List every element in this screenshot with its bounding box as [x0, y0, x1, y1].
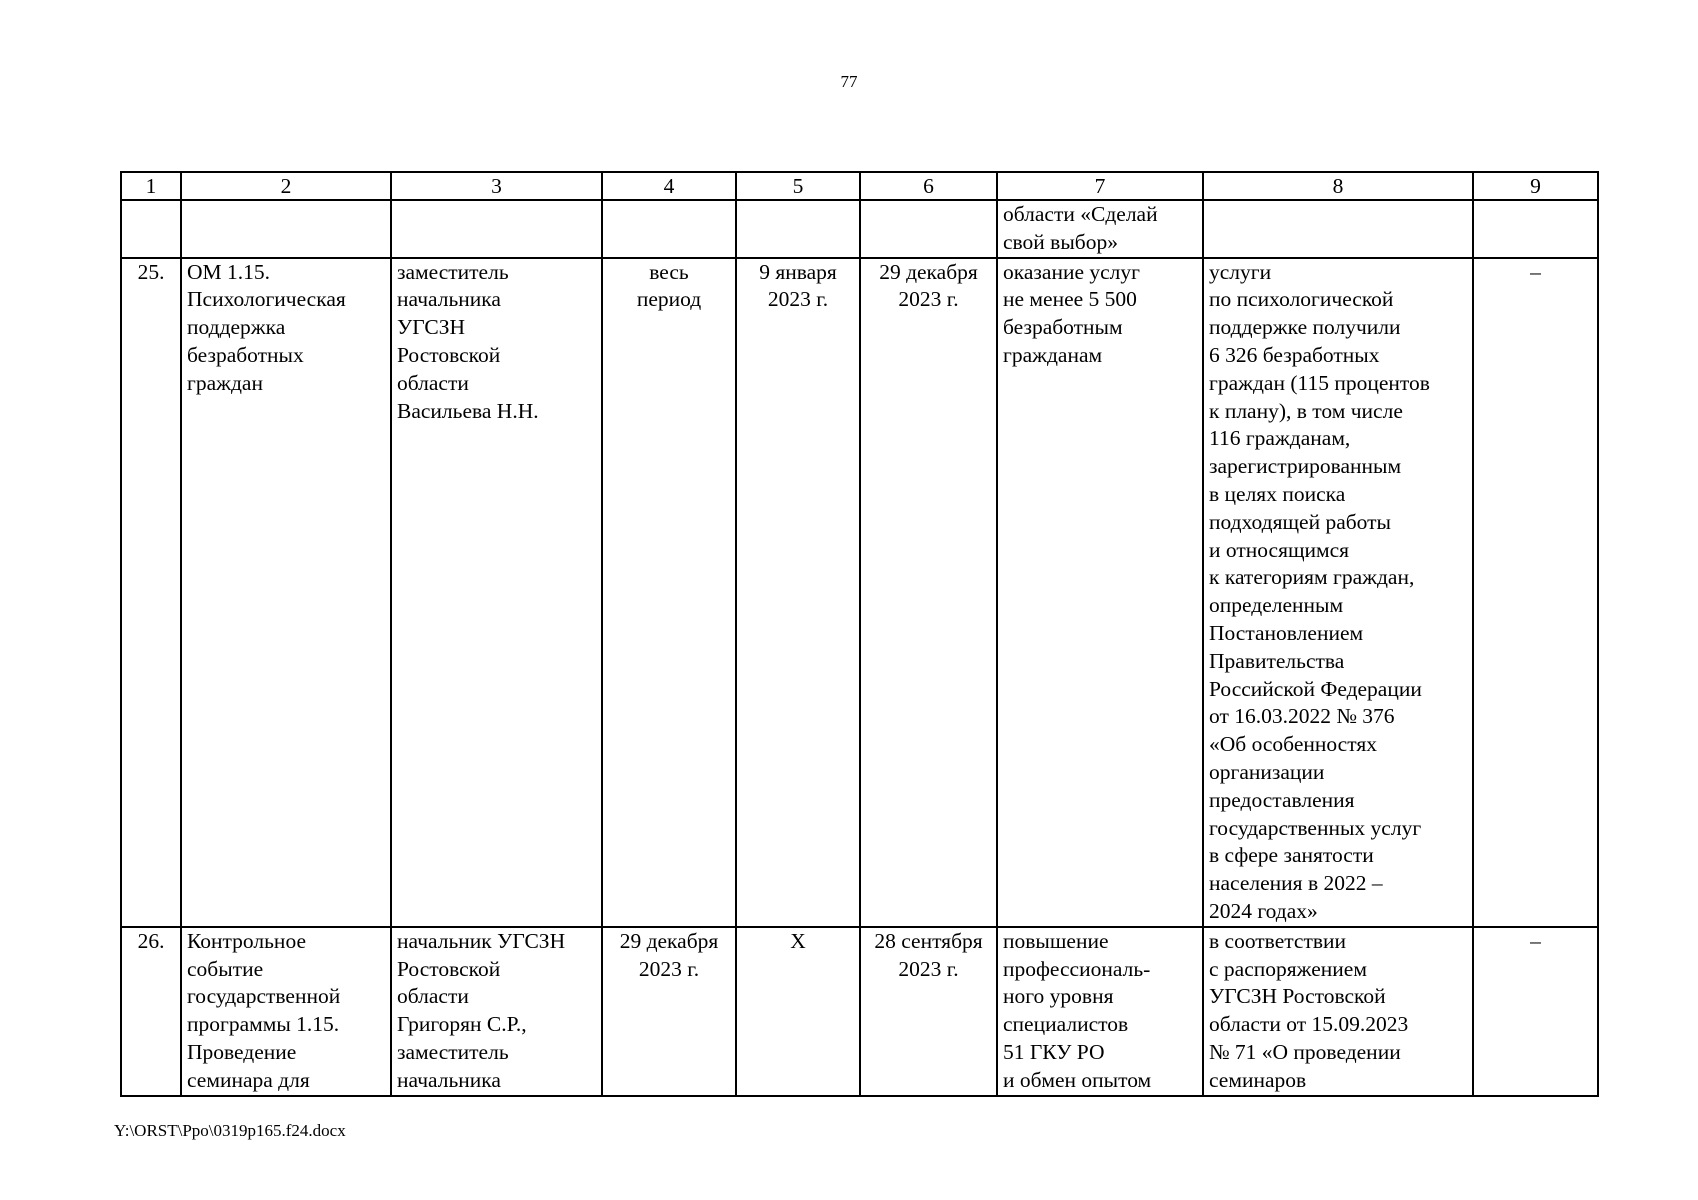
text-line: X: [790, 928, 806, 953]
start-date-cell: [736, 258, 860, 927]
column-number: 3: [391, 172, 602, 200]
empty-cell: [1203, 200, 1473, 258]
result-cell: [997, 200, 1203, 258]
column-number-row: [121, 172, 1598, 200]
text-line: населения в 2022 –: [1209, 871, 1383, 896]
text-line: Постановлением: [1209, 620, 1364, 645]
text-line: повышение: [1003, 928, 1109, 953]
continuation-row: [121, 200, 1598, 258]
text-line: 116 гражданам,: [1209, 426, 1351, 451]
empty-cell: [181, 200, 391, 258]
empty-cell: [1473, 200, 1598, 258]
column-number: 9: [1473, 172, 1598, 200]
column-number: 7: [997, 172, 1203, 200]
text-line: поддержка: [187, 315, 286, 340]
text-line: 28 сентября: [874, 928, 983, 953]
text-line: Васильева Н.Н.: [397, 398, 539, 423]
empty-cell: [860, 200, 997, 258]
actual-result-cell: [1203, 927, 1473, 1096]
text-line: граждан (115 процентов: [1209, 370, 1430, 395]
text-line: подходящей работы: [1209, 509, 1391, 534]
text-line: весь: [649, 259, 689, 284]
text-line: УГСЗН: [397, 315, 466, 340]
text-line: Ростовской: [397, 342, 501, 367]
text-line: 29 декабря: [619, 928, 719, 953]
row-number: 26.: [121, 927, 181, 1096]
text-line: семинаров: [1209, 1067, 1307, 1092]
text-line: гражданам: [1003, 342, 1103, 367]
planned-date-cell: [602, 927, 736, 1096]
text-line: определенным: [1209, 593, 1344, 618]
column-number: 1: [121, 172, 181, 200]
text-line: организации: [1209, 759, 1325, 784]
report-table: [120, 171, 1599, 1097]
column-number: 6: [860, 172, 997, 200]
text-line: безработным: [1003, 315, 1123, 340]
text-line: и относящимся: [1209, 537, 1350, 562]
file-path: Y:\ORST\Ppo\0319p165.f24.docx: [114, 1121, 346, 1140]
text-line: Российской Федерации: [1209, 676, 1422, 701]
row-number: 25.: [121, 258, 181, 927]
text-line: Правительства: [1209, 648, 1345, 673]
text-line: безработных: [187, 342, 304, 367]
text-line: 29 декабря: [879, 259, 978, 284]
text-line: специалистов: [1003, 1012, 1129, 1037]
text-line: Ростовской: [397, 956, 501, 981]
empty-cell: [602, 200, 736, 258]
text-line: и обмен опытом: [1003, 1067, 1152, 1092]
column-number: 4: [602, 172, 736, 200]
empty-cell: [736, 200, 860, 258]
responsible-cell: [391, 927, 602, 1096]
text-line: 2023 г.: [638, 956, 700, 981]
event-cell: [181, 258, 391, 927]
text-line: семинара для: [187, 1067, 310, 1092]
text-line: Проведение: [187, 1039, 297, 1064]
text-line: услуги: [1209, 259, 1272, 284]
text-line: 6 326 безработных: [1209, 342, 1380, 367]
text-line: 2023 г.: [898, 287, 959, 312]
text-line: «Об особенностях: [1209, 732, 1377, 757]
text-line: Григорян С.Р.,: [397, 1012, 527, 1037]
text-line: 2023 г.: [898, 956, 959, 981]
text-line: не менее 5 500: [1003, 287, 1137, 312]
text-line: в соответствии: [1209, 928, 1347, 953]
end-date-cell: [860, 927, 997, 1096]
text-line: 2023 г.: [767, 287, 829, 312]
text-line: программы 1.15.: [187, 1012, 340, 1037]
text-line: ОМ 1.15.: [187, 259, 271, 284]
table-row: [121, 927, 1598, 1096]
expected-result-cell: [997, 258, 1203, 927]
text-line: УГСЗН Ростовской: [1209, 984, 1386, 1009]
column-number: 5: [736, 172, 860, 200]
text-line: заместитель: [397, 1039, 509, 1064]
empty-cell: [391, 200, 602, 258]
text-line: в сфере занятости: [1209, 843, 1374, 868]
column-number: 8: [1203, 172, 1473, 200]
text-line: области «Сделай: [1003, 202, 1158, 226]
text-line: в целях поиска: [1209, 481, 1346, 506]
event-cell: [181, 927, 391, 1096]
page-number: 77: [840, 72, 858, 91]
text-line: заместитель: [397, 259, 509, 284]
text-line: 2024 годах»: [1209, 898, 1318, 923]
text-line: области: [397, 984, 469, 1009]
notes-cell: –: [1473, 258, 1598, 927]
text-line: начальника: [397, 1067, 501, 1092]
text-line: начальника: [397, 287, 501, 312]
expected-result-cell: [997, 927, 1203, 1096]
text-line: 9 января: [759, 259, 837, 284]
text-line: профессиональ-: [1003, 956, 1151, 981]
text-line: граждан: [187, 370, 263, 395]
text-line: Контрольное: [187, 928, 306, 953]
text-line: событие: [187, 956, 264, 981]
text-line: зарегистрированным: [1209, 454, 1402, 479]
text-line: предоставления: [1209, 787, 1355, 812]
text-line: 51 ГКУ РО: [1003, 1039, 1105, 1064]
empty-cell: [121, 200, 181, 258]
responsible-cell: [391, 258, 602, 927]
text-line: государственной: [187, 984, 341, 1009]
table-row: [121, 258, 1598, 927]
text-line: государственных услуг: [1209, 815, 1422, 840]
text-line: оказание услуг: [1003, 259, 1140, 284]
start-date-cell: [736, 927, 860, 1096]
text-line: начальник УГСЗН: [397, 928, 566, 953]
text-line: области от 15.09.2023: [1209, 1012, 1409, 1037]
text-line: Психологическая: [187, 287, 346, 312]
text-line: области: [397, 370, 469, 395]
text-line: к категориям граждан,: [1209, 565, 1415, 590]
actual-result-cell: [1203, 258, 1473, 927]
text-line: с распоряжением: [1209, 956, 1367, 981]
end-date-cell: [860, 258, 997, 927]
text-line: к плану), в том числе: [1209, 398, 1403, 423]
planned-date-cell: [602, 258, 736, 927]
notes-cell: –: [1473, 927, 1598, 1096]
column-number: 2: [181, 172, 391, 200]
text-line: период: [636, 287, 702, 312]
text-line: № 71 «О проведении: [1209, 1039, 1401, 1064]
text-line: поддержке получили: [1209, 315, 1401, 340]
text-line: свой выбор»: [1003, 229, 1118, 254]
text-line: по психологической: [1209, 287, 1394, 312]
text-line: ного уровня: [1003, 984, 1114, 1009]
text-line: от 16.03.2022 № 376: [1209, 704, 1395, 729]
